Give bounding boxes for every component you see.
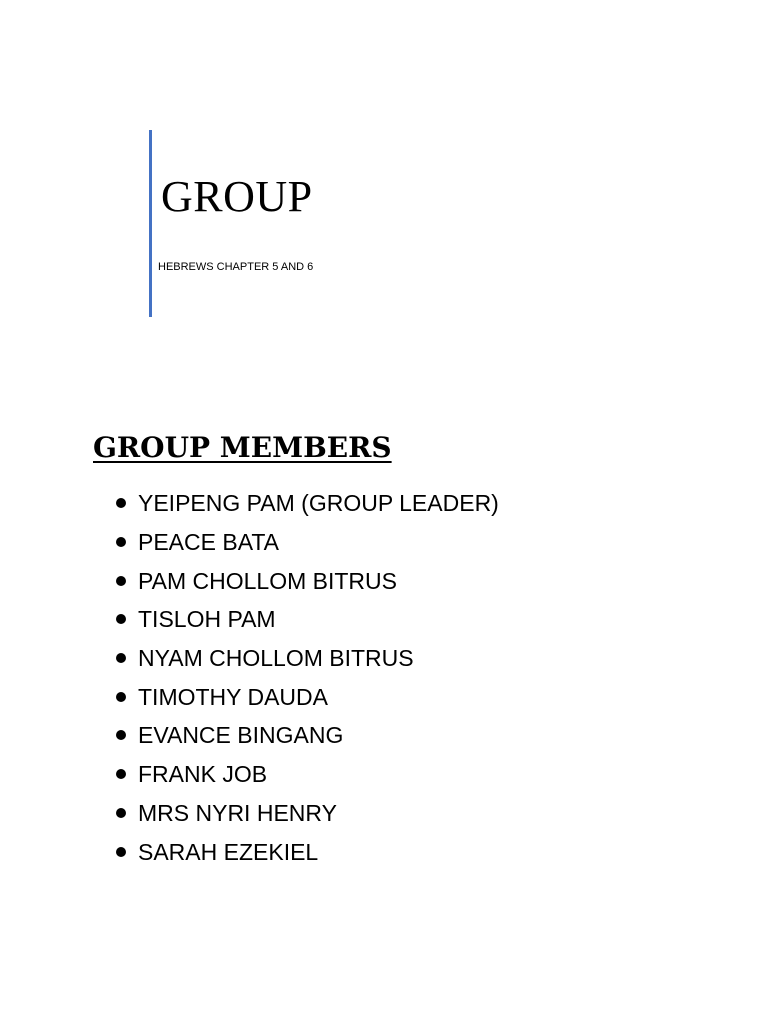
member-name: NYAM CHOLLOM BITRUS xyxy=(138,645,414,672)
member-list-item xyxy=(114,716,499,755)
member-name: TIMOTHY DAUDA xyxy=(138,683,328,710)
member-list-item xyxy=(114,794,499,833)
cover-accent-rule xyxy=(149,130,152,317)
bullet-icon xyxy=(116,653,126,663)
member-list-item xyxy=(114,484,499,523)
bullet-icon xyxy=(116,537,126,547)
bullet-icon xyxy=(116,614,126,624)
bullet-icon xyxy=(116,498,126,508)
member-list-item xyxy=(114,600,499,639)
member-name: PAM CHOLLOM BITRUS xyxy=(138,567,397,594)
cover-subtitle: HEBREWS CHAPTER 5 AND 6 xyxy=(158,261,314,273)
member-list-item xyxy=(114,832,499,871)
members-heading: GROUP MEMBERS xyxy=(93,431,392,464)
bullet-icon xyxy=(116,692,126,702)
member-name: FRANK JOB xyxy=(138,761,268,788)
member-name: MRS NYRI HENRY xyxy=(138,799,337,826)
bullet-icon xyxy=(116,576,126,586)
members-list xyxy=(114,484,499,871)
bullet-icon xyxy=(116,730,126,740)
cover-title: GROUP xyxy=(161,172,313,221)
member-list-item xyxy=(114,561,499,600)
member-name: EVANCE BINGANG xyxy=(138,722,344,749)
bullet-icon xyxy=(116,847,126,857)
bullet-icon xyxy=(116,769,126,779)
member-list-item xyxy=(114,639,499,678)
bullet-icon xyxy=(116,808,126,818)
member-name: PEACE BATA xyxy=(138,529,280,556)
member-list-item xyxy=(114,755,499,794)
member-name: SARAH EZEKIEL xyxy=(138,838,319,865)
member-list-item xyxy=(114,523,499,562)
member-name: TISLOH PAM xyxy=(138,606,276,633)
member-list-item xyxy=(114,677,499,716)
member-name: YEIPENG PAM (GROUP LEADER) xyxy=(138,490,499,517)
